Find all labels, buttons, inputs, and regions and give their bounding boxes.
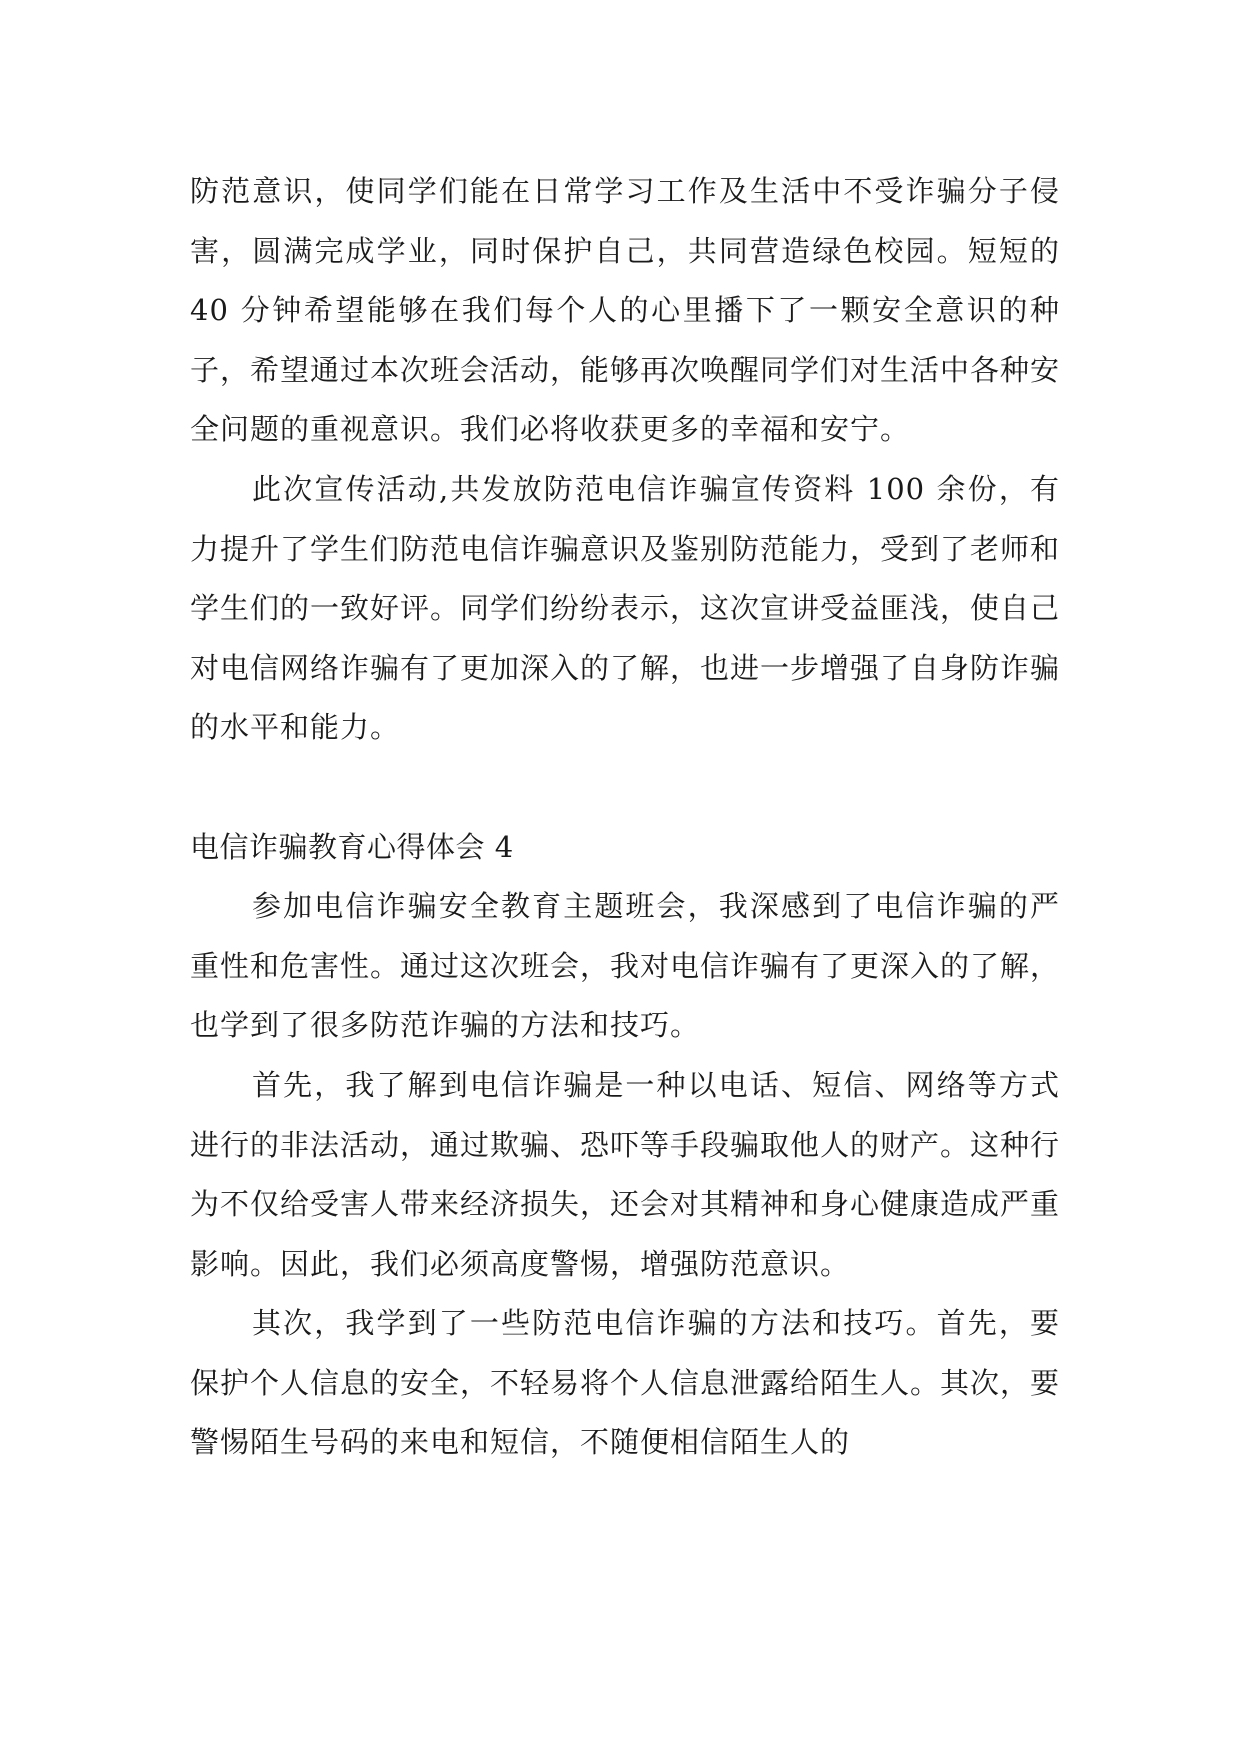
- document-body: [190, 162, 1060, 1473]
- paragraph-continuation: 防范意识，使同学们能在日常学习工作及生活中不受诈骗分子侵害，圆满完成学业，同时保护自己，共同营造绿色校园。短短的 40 分钟希望能够在我们每个人的心里播下了一颗安全意识的种子，希望通过本次班会活动，能够再次唤醒同学们对生活中各种安全问题的重视意识。我们必将收获更多的幸福和安宁。: [190, 174, 1061, 447]
- paragraph-campaign-summary: 此次宣传活动,共发放防范电信诈骗宣传资料 100 余份，有力提升了学生们防范电信诈骗意识及鉴别防范能力，受到了老师和学生们的一致好评。同学们纷纷表示，这次宣讲受益匪浅，使自己对电信网络诈骗有了更加深入的了解，也进一步增强了自身防诈骗的水平和能力。: [190, 471, 1061, 745]
- paragraph-first-point: 首先，我了解到电信诈骗是一种以电话、短信、网络等方式进行的非法活动，通过欺骗、恐吓等手段骗取他人的财产。这种行为不仅给受害人带来经济损失，还会对其精神和身心健康造成严重影响。因此，我们必须高度警惕，增强防范意识。: [190, 1067, 1061, 1281]
- section-spacer: [190, 758, 1060, 818]
- section-title: 电信诈骗教育心得体会 4: [190, 829, 514, 864]
- paragraph-intro: 参加电信诈骗安全教育主题班会，我深感到了电信诈骗的严重性和危害性。通过这次班会，我对电信诈骗有了更深入的了解，也学到了很多防范诈骗的方法和技巧。: [190, 889, 1061, 1043]
- paragraph-second-point: 其次，我学到了一些防范电信诈骗的方法和技巧。首先，要保护个人信息的安全，不轻易将个人信息泄露给陌生人。其次，要警惕陌生号码的来电和短信，不随便相信陌生人的: [190, 1306, 1061, 1460]
